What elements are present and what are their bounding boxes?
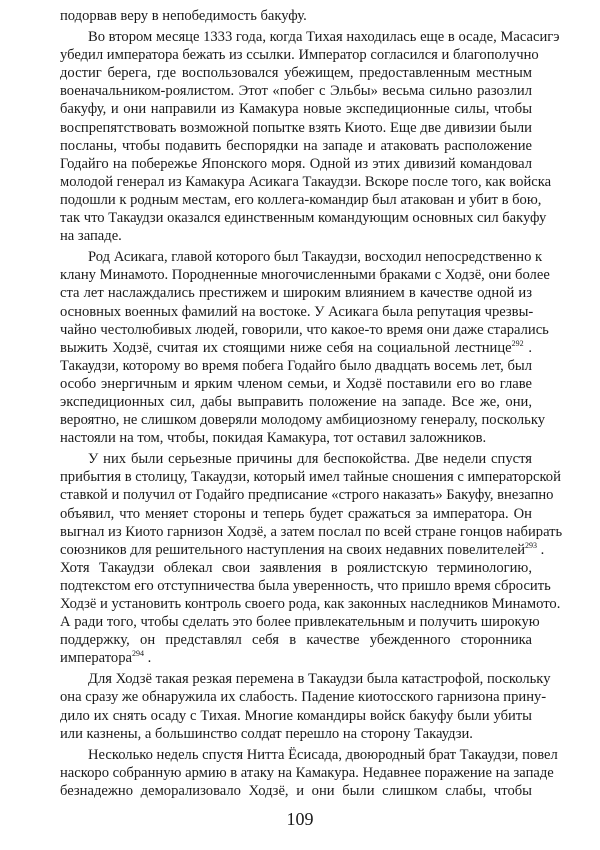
line-text: она сразу же обнаружила их слабость. Падение киотосского гарнизона прину- (60, 689, 547, 706)
text-line (60, 137, 532, 155)
text-line (60, 82, 532, 100)
line-text: подошли к родным местам, его коллега-командир был атакован и убит в бою, (60, 191, 542, 208)
text-line (60, 7, 532, 25)
line-text: ставкой и получил от Годайго предписание «строго наказать» Бакуфу, внезапно (60, 487, 554, 504)
text-line (60, 450, 532, 468)
text-line (60, 429, 532, 447)
line-text: Хотя Такаудзи облекал свои заявления в роялистскую терминологию, (60, 559, 532, 576)
line-text: союзников для решительного наступления на своих недавних повелителей (60, 541, 526, 558)
text-line (60, 100, 532, 118)
text-line (60, 375, 532, 393)
line-text: Род Асикага, главой которого был Такаудзи, восходил непосредственно к (88, 249, 543, 266)
line-text: Ходзё и установить контроль своего рода, как законных наследников Минамото. (60, 596, 561, 612)
text-line (60, 357, 532, 375)
line-text: Несколько недель спустя Нитта Ёсисада, двоюродный брат Такаудзи, повел (88, 746, 558, 763)
line-text: ста лет наслаждались престижем и широким влиянием в качестве одной из (60, 285, 532, 302)
line-punct: . (523, 339, 533, 356)
text-line (60, 764, 554, 782)
line-text: бакуфу, и они направили из Камакура новые экспедиционные силы, чтобы (60, 101, 532, 118)
text-line (60, 707, 532, 725)
line-text: или казнены, а большинство солдат перешло на сторону Такаудзи. (60, 725, 473, 742)
line-text: военачальником-роялистом. Этот «побег с Эльбы» весьма сильно разозлил (60, 83, 532, 100)
text-line (60, 595, 561, 613)
text-line (60, 227, 532, 245)
line-text: чайно честолюбивых людей, говорили, что какое-то время они даже старались (60, 321, 549, 338)
line-text: выгнал из Киото гарнизон Ходзё, а затем послал по всей стране гонцов набирать (60, 523, 563, 540)
line-text: безнадежно деморализовало Ходзё, и они были слишком слабы, чтобы (60, 782, 532, 799)
text-line (60, 613, 540, 631)
text-line (60, 46, 539, 64)
line-text: Для Ходзё такая резкая перемена в Такаудзи была катастрофой, поскольку (88, 671, 551, 688)
footnote-ref: 294 (132, 649, 144, 659)
text-line (60, 191, 542, 209)
line-text: посланы, чтобы подавить беспорядки на западе и атаковать расположение (60, 137, 532, 154)
line-text: А ради того, чтобы сделать это более привлекательным и получить широкую (60, 614, 540, 631)
paragraph (60, 248, 550, 447)
text-line (60, 540, 545, 559)
text-line (60, 411, 545, 429)
page-number: 109 (286, 809, 314, 829)
text-line (60, 173, 552, 191)
text-line (60, 119, 532, 137)
text-line (60, 468, 561, 486)
text-line (60, 782, 532, 800)
line-text: У них были серьезные причины для беспокойства. Две недели спустя (88, 451, 532, 468)
line-text: достиг берега, где воспользовался убежищем, предоставленным местным (60, 65, 532, 82)
text-line (60, 209, 547, 227)
line-text: объявил, что меняет стороны и теперь будет сражаться за императора. Он (60, 505, 532, 522)
text-line (60, 688, 547, 706)
line-text: подорвав веру в непобедимость бакуфу. (60, 8, 307, 24)
text-line (60, 248, 543, 266)
line-text: наскоро собранную армию в атаку на Камакура. Недавнее поражение на западе (60, 764, 554, 781)
text-line (60, 393, 532, 411)
text-line (60, 486, 554, 504)
line-punct: . (537, 541, 545, 558)
line-text: Годайго на побережье Японского моря. Одной из этих дивизий командовал (60, 155, 532, 172)
line-text: выжить Ходзё, считая их стоящими ниже себя на социальной лестнице (60, 339, 512, 356)
text-line (60, 670, 551, 688)
text-line (60, 266, 550, 284)
text-line (60, 523, 563, 541)
line-text: Во втором месяце 1333 года, когда Тихая находилась еще в осаде, Масасигэ (88, 29, 560, 46)
text-line (60, 725, 532, 743)
text-line (60, 155, 532, 173)
footnote-ref: 292 (511, 338, 524, 348)
line-text: подтекстом его отступничества была уверенность, что пришло время сбросить (60, 577, 551, 594)
text-line (60, 28, 560, 46)
text-line (60, 505, 532, 523)
line-text: так что Такаудзи оказался единственным командующим основных сил бакуфу (60, 210, 547, 227)
line-text: молодой генерал из Камакура Асикага Такаудзи. Вскоре после того, как войска (60, 173, 552, 190)
line-text: на западе. (60, 228, 122, 245)
line-text: дило их снять осаду с Тихая. Многие командиры войск бакуфу были убиты (60, 707, 532, 724)
text-line (60, 321, 549, 339)
text-line (60, 284, 532, 302)
line-text: вероятно, не слишком доверяли молодому амбициозному генералу, поскольку (60, 412, 545, 429)
text-line (60, 649, 532, 667)
paragraph (60, 670, 551, 742)
paragraph (60, 7, 532, 25)
line-text: настояли на том, чтобы, покидая Камакура, тот оставил заложников. (60, 430, 487, 447)
text-line (60, 559, 532, 577)
line-text: клану Минамото. Породненные многочисленными браками с Ходзё, они более (60, 267, 550, 284)
line-punct: . (144, 650, 152, 667)
line-text: особо энергичным и ярким членом семьи, и Ходзё поставили его во главе (60, 375, 532, 392)
line-text: Такаудзи, которому во время побега Годайго было двадцать восемь лет, был (60, 357, 532, 374)
text-line (60, 339, 532, 357)
paragraph (60, 28, 560, 245)
line-text: императора (60, 650, 132, 667)
text-line (60, 577, 551, 595)
page-text (60, 7, 563, 803)
line-text: убедил императора бежать из ссылки. Император согласился и благополучно (60, 47, 539, 64)
line-text: прибытия в столицу, Такаудзи, который имел тайные сношения с императорской (60, 469, 561, 486)
line-text: экспедиционных сил, дабы выправить положение на западе. Все же, они, (60, 393, 532, 410)
text-line (60, 631, 532, 649)
line-text: поддержку, он представлял себя в качестве убежденного сторонника (60, 632, 532, 649)
footnote-ref: 293 (525, 540, 538, 550)
text-line (60, 303, 532, 321)
paragraph (60, 450, 563, 667)
line-text: основных военных фамилий на востоке. У Асикага была репутация чрезвы- (60, 303, 534, 320)
line-text: воспрепятствовать возможной попытке взять Киото. Еще две дивизии были (60, 119, 532, 136)
text-line (60, 746, 558, 764)
paragraph (60, 746, 558, 800)
text-line (60, 64, 532, 82)
